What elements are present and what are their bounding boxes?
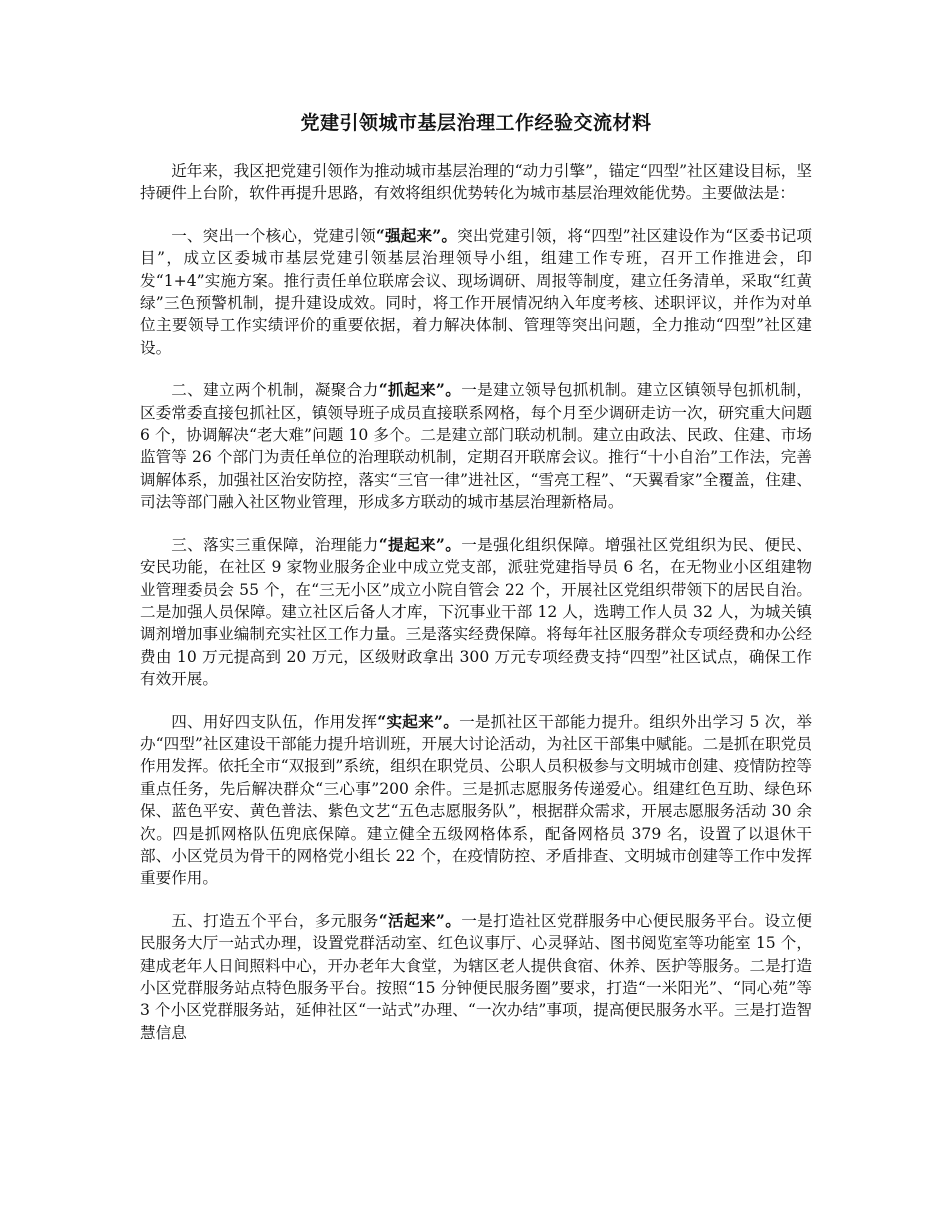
paragraph-section-4: [140, 711, 812, 890]
paragraph-lead: 四、用好四支队伍，作用发挥: [171, 712, 378, 731]
paragraph-lead-emphasis: “提起来”。: [378, 534, 462, 554]
document-page: [140, 110, 812, 1064]
paragraph-body: 一是建立领导包抓机制。建立区镇领导包抓机制，区委常委直接包抓社区，镇领导班子成员直接联系网格，每个月至少调研走访一次，研究重大问题 6 个，协调解决“老大难”问题 10 多个。二是建立部门联动机制。建立由政法、民政、住建、市场监管等 26 个部门为责任单位的治理联动机制，定期召开联席会议。推行“十小自治”工作法，完善调解体系，加强社区治安防控，落实“三官一律”进社区，“雪亮工程”、“天翼看家”全覆盖，住建、司法等部门融入社区物业管理，形成多方联动的城市基层治理新格局。: [140, 381, 812, 512]
paragraph-lead-emphasis: “抓起来”。: [378, 380, 462, 400]
paragraph-body: 一是打造社区党群服务中心便民服务平台。设立便民服务大厅一站式办理，设置党群活动室、红色议事厅、心灵驿站、图书阅览室等功能室 15 个，建成老年人日间照料中心，开办老年大食堂，为辖区老人提供食宿、休养、医护等服务。二是打造小区党群服务站点特色服务平台。按照“15 分钟便民服务圈”要求，打造“一米阳光”、“同心苑”等 3 个小区党群服务站，延伸社区“一站式”办理、“一次办结”事项，提高便民服务水平。三是打造智慧信息: [140, 911, 812, 1042]
paragraph-lead: 二、建立两个机制，凝聚合力: [171, 381, 379, 400]
paragraph-lead-emphasis: “活起来”。: [378, 910, 462, 930]
paragraph-body: 一是强化组织保障。增强社区党组织为民、便民、安民功能，在社区 9 家物业服务企业中成立党支部，派驻党建指导员 6 名，在无物业小区组建物业管理委员会 55 个，在“三无小区”成立小院自管会 22 个，开展社区党组织带领下的居民自治。二是加强人员保障。建立社区后备人才库，下沉事业干部 12 人，选聘工作人员 32 人，为城关镇调剂增加事业编制充实社区工作力量。三是落实经费保障。将每年社区服务群众专项经费和办公经费由 10 万元提高到 20 万元，区级财政拿出 300 万元专项经费支持“四型”社区试点，确保工作有效开展。: [140, 535, 812, 689]
paragraph-lead-emphasis: “强起来”。: [375, 225, 458, 245]
paragraph-body: 近年来，我区把党建引领作为推动城市基层治理的“动力引擎”，锚定“四型”社区建设目标，坚持硬件上台阶，软件再提升思路，有效将组织优势转化为城市基层治理效能优势。主要做法是：: [140, 162, 812, 203]
paragraph-lead: 三、落实三重保障，治理能力: [171, 535, 379, 554]
paragraph-body: 一是抓社区干部能力提升。组织外出学习 5 次，举办“四型”社区建设干部能力提升培训班，开展大讨论活动，为社区干部集中赋能。二是抓在职党员作用发挥。依托全市“双报到”系统，组织在职党员、公职人员积极参与文明城市创建、疫情防控等重点任务，先后解决群众“三心事”200 余件。三是抓志愿服务传递爱心。组建红色互助、绿色环保、蓝色平安、黄色普法、紫色文艺“五色志愿服务队”，根据群众需求，开展志愿服务活动 30 余次。四是抓网格队伍兜底保障。建立健全五级网格体系，配备网格员 379 名，设置了以退休干部、小区党员为骨干的网格党小组长 22 个，在疫情防控、矛盾排查、文明城市创建等工作中发挥重要作用。: [140, 712, 812, 888]
paragraph-section-3: [140, 534, 812, 691]
paragraph-lead: 五、打造五个平台，多元服务: [171, 911, 379, 930]
paragraph-body: 突出党建引领，将“四型”社区建设作为“区委书记项目”，成立区委城市基层党建引领基层治理领导小组，组建工作专班，召开工作推进会，印发“1+4”实施方案。推行责任单位联席会议、现场调研、周报等制度，建立任务清单，采取“红黄绿”三色预警机制，提升建设成效。同时，将工作开展情况纳入年度考核、述职评议，并作为对单位主要领导工作实绩评价的重要依据，着力解决体制、管理等突出问题，全力推动“四型”社区建设。: [140, 226, 812, 357]
paragraph-section-2: [140, 379, 812, 513]
paragraph-section-5: [140, 910, 812, 1044]
paragraph-section-1: [140, 225, 812, 359]
document-title: 党建引领城市基层治理工作经验交流材料: [300, 112, 652, 134]
paragraph-lead-emphasis: “实起来”。: [377, 711, 460, 731]
paragraph-lead: 一、突出一个核心，党建引领: [171, 226, 376, 245]
paragraph-intro: [140, 160, 812, 205]
